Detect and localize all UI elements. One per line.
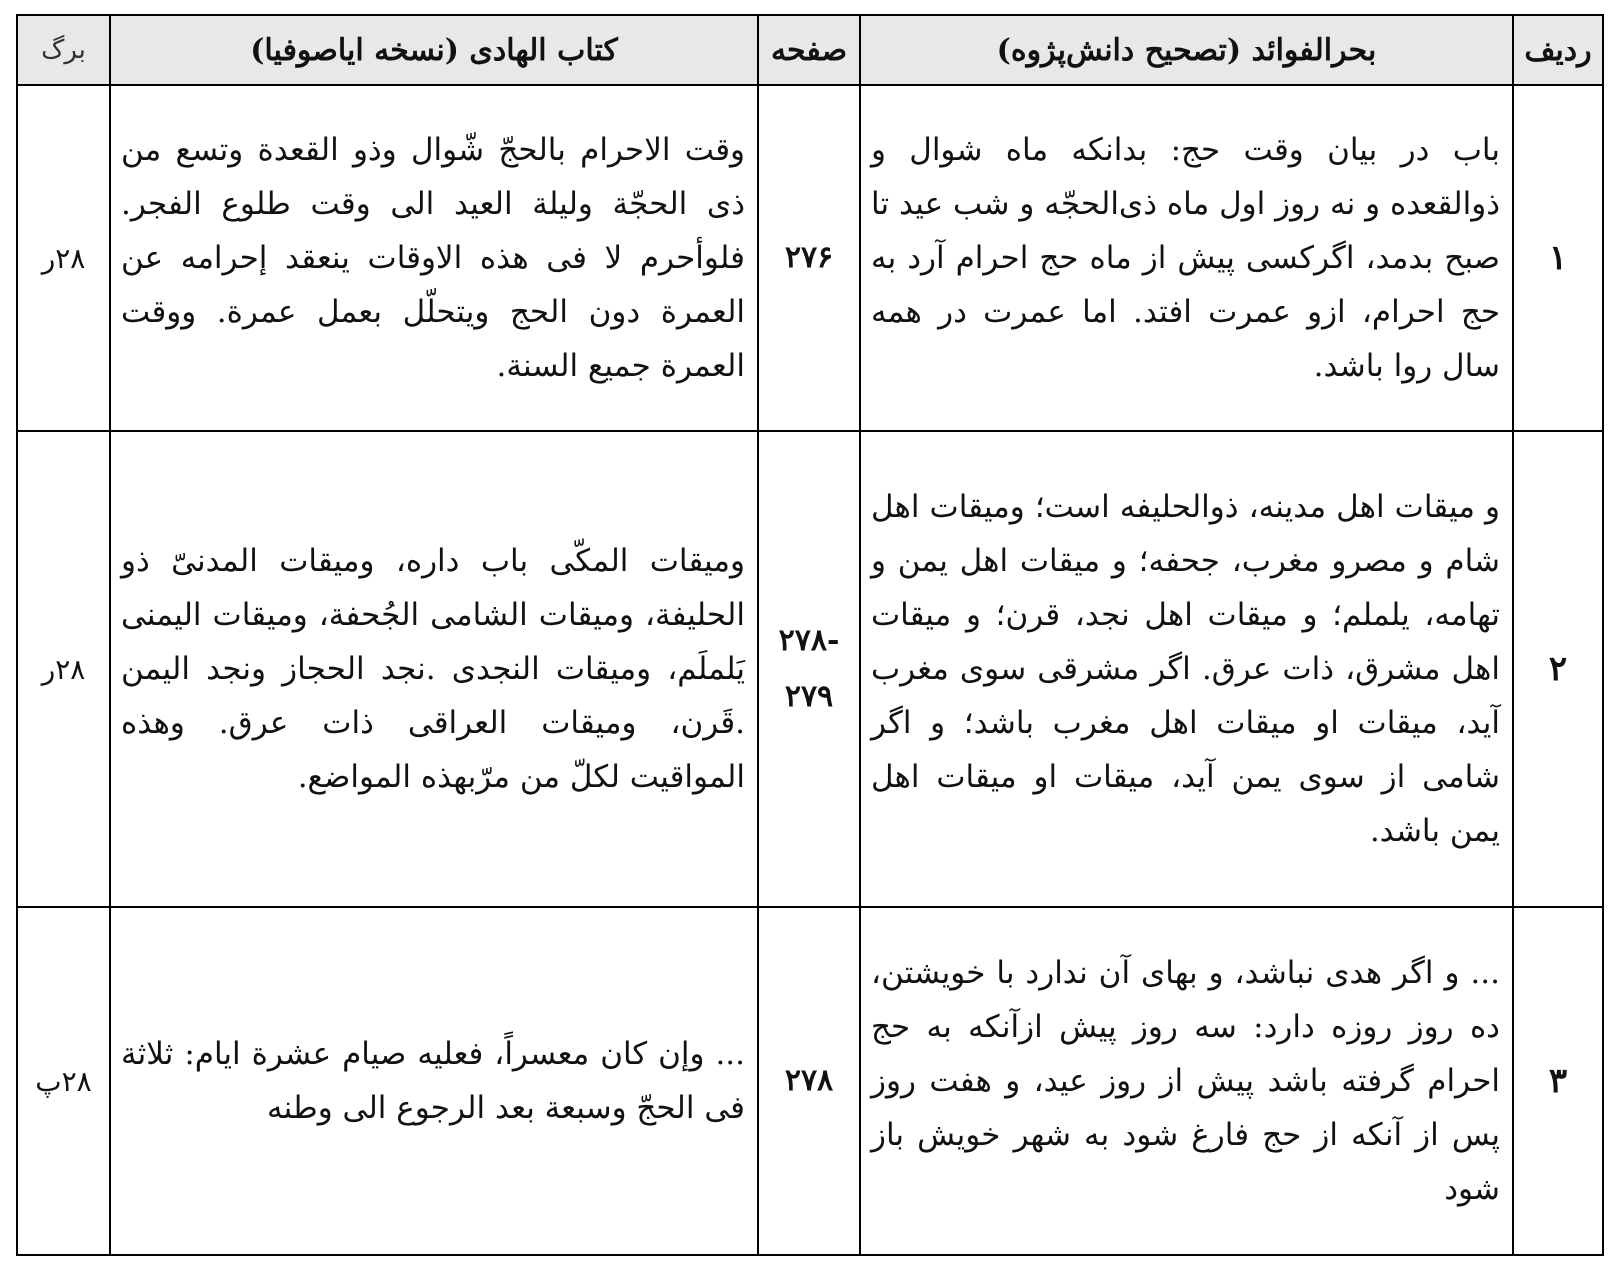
page-cell	[758, 431, 860, 907]
hadi-text: وقت الاحرام بالحجّ شّوال وذو القعدة وتسع من ذی الحجّة ولیلة العید الی وقت طلوع الفجر. فلوأحرم لا فی هذه الاوقات ینعقد إحرامه عن العمرة دون الحج ویتحلّل بعمل عمرة. ووقت العمرة جمیع السنة.	[110, 85, 758, 431]
table-row	[17, 85, 1603, 431]
comparison-table-container	[16, 14, 1602, 1256]
row-number: ۱	[1513, 85, 1603, 431]
comparison-table	[16, 14, 1604, 1256]
row-number: ۲	[1513, 431, 1603, 907]
folio-cell: ۲۸ر	[17, 85, 110, 431]
header-page: صفحه	[758, 15, 860, 85]
header-row	[17, 15, 1603, 85]
page-number: ۲۷۸	[784, 1063, 834, 1098]
table-row	[17, 907, 1603, 1255]
folio-cell: ۲۸ر	[17, 431, 110, 907]
page-cell	[758, 907, 860, 1255]
bahr-text: باب در بیان وقت حج: بدانکه ماه شوال و ذوالقعده و نه روز اول ماه ذی‌الحجّه و شب عید تا صبح بدمد، اگرکسی پیش از ماه حج احرام آرد به حج احرام، ازو عمرت افتد. اما عمرت در همه سال روا باشد.	[860, 85, 1513, 431]
page-number: ۲۷۹	[784, 679, 834, 714]
page-cell	[758, 85, 860, 431]
folio-cell: ۲۸پ	[17, 907, 110, 1255]
header-kitab-alhadi: کتاب الهادی (نسخه ایاصوفیا)	[110, 15, 758, 85]
bahr-text: و میقات اهل مدینه، ذوالحلیفه است؛ ومیقات اهل شام و مصرو مغرب، جحفه؛ و میقات اهل یمن و تهامه، یلملم؛ و میقات اهل نجد، قرن؛ و میقات اهل مشرق، ذات عرق. اگر مشرقی سوی مغرب آید، میقات او میقات اهل مغرب باشد؛ و اگر شامی از سوی یمن آید، میقات او میقات اهل یمن باشد.	[860, 431, 1513, 907]
page-number: ۲۷۶	[784, 240, 834, 275]
hadi-text: ... وإن کان معسراً، فعلیه صیام عشرة ایام: ثلاثة فی الحجّ وسبعة بعد الرجوع الی وطنه	[110, 907, 758, 1255]
header-bahr-alfavaed: بحرالفوائد (تصحیح دانش‌پژوه)	[860, 15, 1513, 85]
header-folio: برگ	[17, 15, 110, 85]
row-number: ۳	[1513, 907, 1603, 1255]
bahr-text: ... و اگر هدی نباشد، و بهای آن ندارد با خویشتن، ده روز روزه دارد: سه روز پیش ازآنکه به حج احرام گرفته باشد پیش از روز عید، و هفت روز پس از آنکه از حج فارغ شود به شهر خویش باز شود	[860, 907, 1513, 1255]
table-row	[17, 431, 1603, 907]
page-number: -۲۷۸	[778, 623, 840, 658]
hadi-text: ومیقات المکّی باب داره، ومیقات المدنیّ ذو الحلیفة، ومیقات الشامی الجُحفة، ومیقات الیمنی یَلملَم، ومیقات النجدی .نجد الحجاز ونجد الیمن .قَرن، ومیقات العراقی ذات عرق. وهذه المواقیت لکلّ من مرّبهذه المواضع.	[110, 431, 758, 907]
header-row-number: ردیف	[1513, 15, 1603, 85]
